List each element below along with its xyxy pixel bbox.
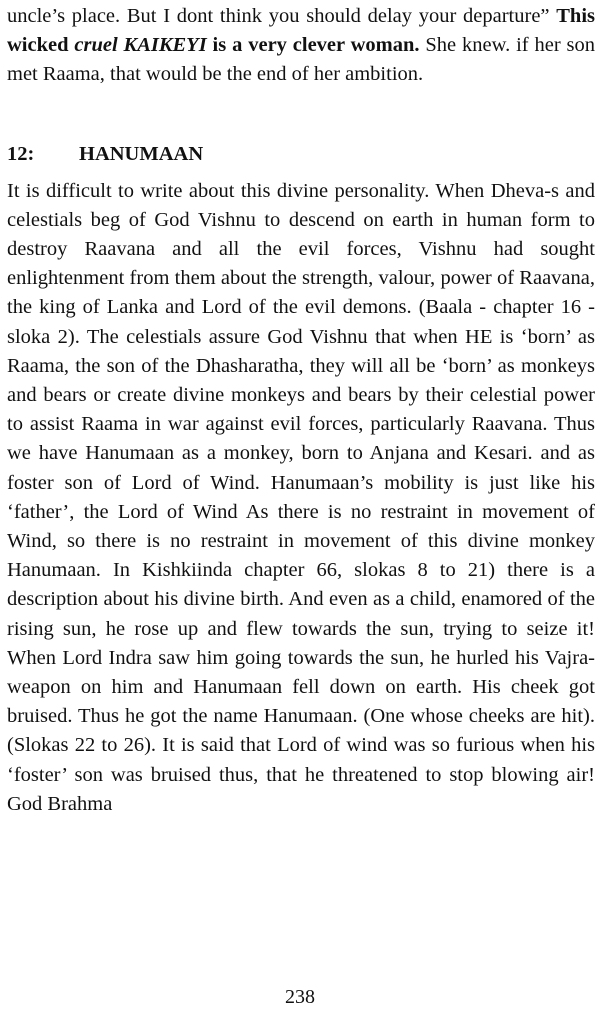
intro-bold-a-text: This wicked: [7, 5, 595, 57]
section-title: HANUMAAN: [79, 142, 204, 165]
section-number: 12:: [7, 142, 35, 165]
intro-text-a: uncle’s place. But I dont think you should delay your departure”: [7, 5, 557, 27]
intro-bold-italic: cruel KAIKEYI: [74, 34, 207, 57]
intro-text-b: She knew. if her son met Raama, that would be the end of her ambition.: [7, 34, 595, 86]
intro-paragraph: [7, 2, 595, 90]
section-heading: [7, 140, 595, 169]
body-paragraph: It is difficult to write about this divine personality. When Dheva-s and celestials beg of God Vishnu to descend on earth in human form to destroy Raavana and all the evil forces, Vishnu had sought enlightenment from them about the strength, valour, power of Raavana, the king of Lanka and Lord of the evil demons. (Baala - chapter 16 - sloka 2). The celestials assure God Vishnu that when HE is ‘born’ as Raama, the son of the Dhasharatha, they will all be ‘born’ as monkeys and bears or create divine monkeys and bears by their celestial power to assist Raama in war against evil forces, particularly Raavana. Thus we have Hanumaan as a monkey, born to Anjana and Kesari. and as foster son of Lord of Wind. Hanumaan’s mobility is just like his ‘father’, the Lord of Wind As there is no restraint in movement of Wind, so there is no restraint in movement of this divine monkey Hanumaan. In Kishkiinda chapter 66, slokas 8 to 21) there is a description about his divine birth. And even as a child, enamored of the rising sun, he rose up and flew towards the sun, trying to seize it! When Lord Indra saw him going towards the sun, he hurled his Vajra-weapon on him and Hanumaan fell down on earth. His cheek got bruised. Thus he got the name Hanumaan. (One whose cheeks are hit). (Slokas 22 to 26). It is said that Lord of wind was so furious when his ‘foster’ son was bruised thus, that he threatened to stop blowing air! God Brahma: [7, 179, 595, 815]
page-content: [7, 2, 595, 819]
page-number: 238: [285, 986, 315, 1008]
intro-bold-b-text: is a very clever woman.: [206, 34, 420, 57]
